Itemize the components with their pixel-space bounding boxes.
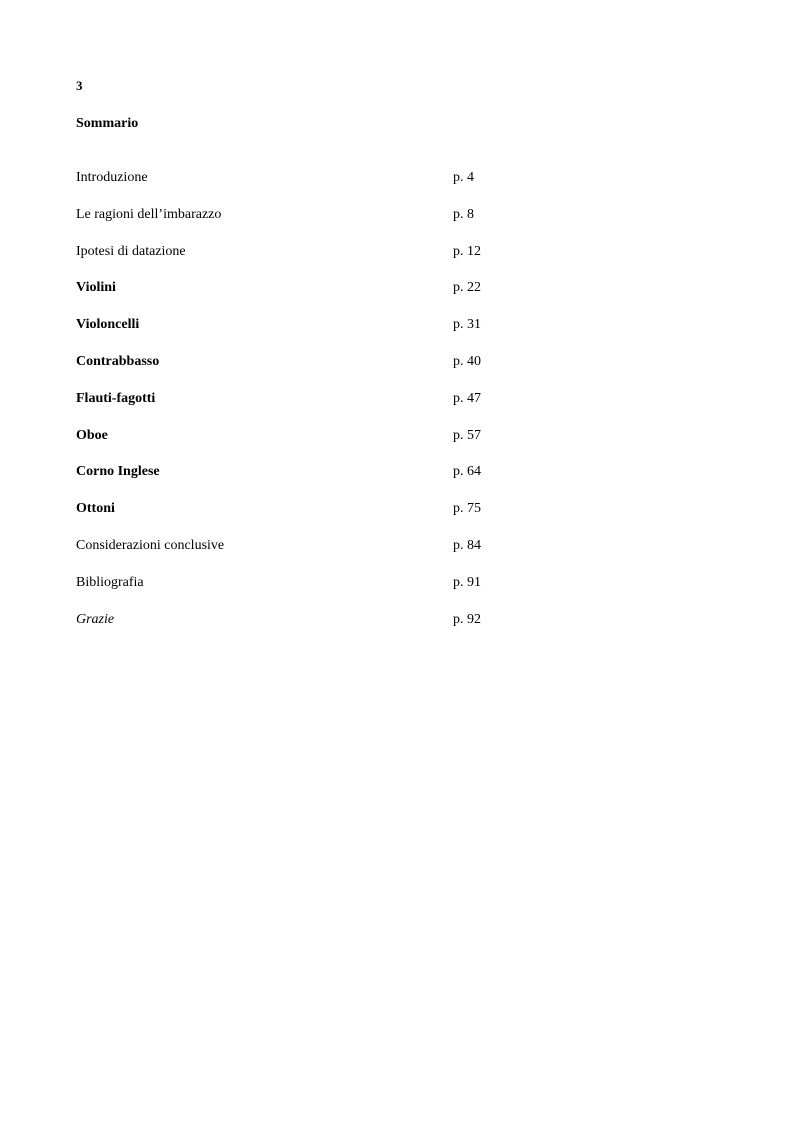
toc-entry-page: p. 57 <box>453 427 481 443</box>
toc-entry-label: Considerazioni conclusive <box>76 537 225 553</box>
toc-entry <box>76 426 536 463</box>
toc-entry <box>76 389 536 426</box>
toc-entry-page: p. 75 <box>453 501 481 517</box>
toc-entry-label: Violoncelli <box>76 317 140 333</box>
toc-entry-label: Le ragioni dell’imbarazzo <box>76 206 222 222</box>
toc-entry <box>76 462 536 499</box>
toc-entry <box>76 573 536 610</box>
toc-entry-label: Introduzione <box>76 170 148 185</box>
toc-entry <box>76 499 536 536</box>
toc-entry-page: p. 47 <box>453 390 481 406</box>
toc-entry-page: p. 31 <box>453 317 481 333</box>
toc-entry-label: Oboe <box>76 427 108 443</box>
toc-entry-page: p. 64 <box>453 464 481 480</box>
toc-entry-page: p. 40 <box>453 353 481 369</box>
page-number: 3 <box>76 78 83 93</box>
toc-entry-page: p. 12 <box>453 243 481 259</box>
toc-entry <box>76 205 536 242</box>
toc-entry <box>76 168 536 205</box>
toc-entry-label: Flauti-fagotti <box>76 390 156 406</box>
toc-entry-page: p. 91 <box>453 574 481 590</box>
toc-entry <box>76 610 536 647</box>
toc-entry-label: Ipotesi di datazione <box>76 243 186 259</box>
toc-entry <box>76 352 536 389</box>
toc-entry-label: Violini <box>76 280 116 296</box>
toc-entry-page: p. 22 <box>453 280 481 296</box>
page-title: Sommario <box>76 116 139 131</box>
toc-entry-page: p. 4 <box>453 170 474 185</box>
toc-entry-label: Corno Inglese <box>76 464 160 480</box>
toc-entry <box>76 315 536 352</box>
toc-entry-label: Bibliografia <box>76 574 144 590</box>
toc-entry-label: Contrabbasso <box>76 353 160 369</box>
toc-entry-label: Grazie <box>76 611 115 627</box>
toc-entry <box>76 242 536 279</box>
table-of-contents <box>76 168 536 646</box>
toc-entry-page: p. 8 <box>453 206 474 222</box>
toc-entry-page: p. 84 <box>453 537 481 553</box>
toc-entry-label: Ottoni <box>76 501 115 517</box>
toc-entry <box>76 278 536 315</box>
toc-entry <box>76 536 536 573</box>
toc-entry-page: p. 92 <box>453 611 481 627</box>
